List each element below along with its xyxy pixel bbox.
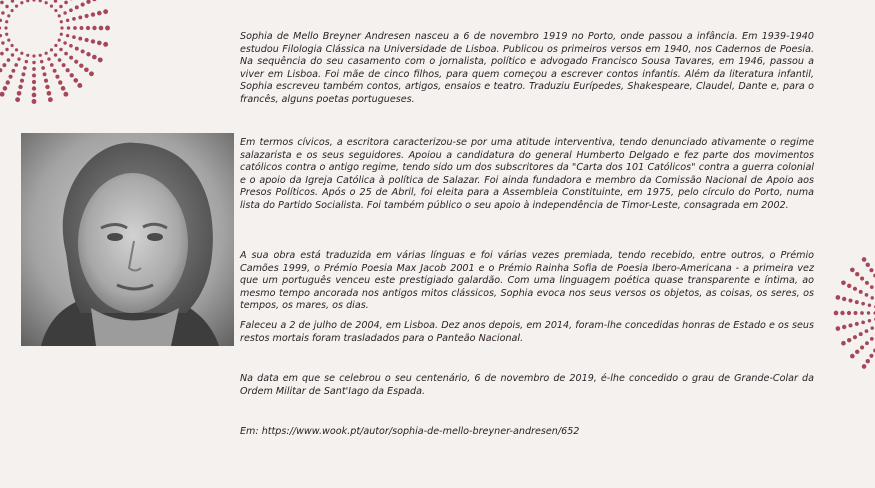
ornament-dot [40, 60, 43, 63]
ornament-dot [26, 0, 29, 2]
ornament-dot [72, 17, 76, 21]
ornament-dot [92, 55, 97, 60]
ornament-dot [855, 272, 859, 276]
ornament-dot [865, 281, 869, 285]
radial-dots-ornament-icon [826, 238, 875, 388]
ornament-dot [54, 0, 57, 3]
ornament-dot [39, 54, 42, 57]
ornament-dot [862, 257, 867, 262]
ornament-dot [89, 71, 94, 76]
ornament-dot [20, 79, 24, 83]
bio-paragraph-centenary: Na data em que se celebrou o seu centenário, 6 de novembro de 2019, é-lhe concedido o grau de Grande-Colar da Ordem Militar de Sant'Iago da Espada. [240, 373, 814, 397]
ornament-dot [0, 68, 2, 72]
ornament-dot [847, 311, 851, 315]
ornament-dot [84, 67, 89, 72]
author-portrait [21, 133, 234, 346]
ornament-dot [92, 0, 97, 1]
ornament-dot [32, 93, 37, 98]
ornament-dot [54, 53, 57, 56]
ornament-dot [841, 280, 846, 285]
ornament-dot [861, 302, 865, 306]
ornament-dot [97, 11, 102, 16]
bio-paragraph-birth: Sophia de Mello Breyner Andresen nasceu a 6 de novembro 1919 no Porto, onde passou a infância. Em 1939-1940 estudou Filologia Clássica na Universidade de Lisboa. Publicou os primeiros versos em 1940, nos Cadernos de Poesia. Na sequência do seu casamento com o jornalista, político e advogado Francisco Sousa Tavares, em 1946, passou a viver em Lisboa. Foi mãe de cinco filhos, para quem começou a escrever contos infantis. Além da literatura infantil, Sophia escreveu também contos, artigos, ensaios e teatro. Traduziu Eurípedes, Shakespeare, Claudel, Dante e, para o francês, alguns poetas portugueses. [240, 31, 814, 105]
ornament-dot [105, 26, 110, 31]
ornament-dot [75, 5, 79, 9]
ornament-dot [859, 332, 863, 336]
ornament-dot [103, 42, 108, 47]
ornament-dot [15, 97, 20, 102]
ornament-dot [847, 284, 851, 288]
ornament-dot [67, 26, 70, 29]
ornament-dot [21, 72, 25, 76]
ornament-dot [861, 320, 865, 324]
bio-paragraph-death: Faleceu a 2 de julho de 2004, em Lisboa. Dez anos depois, em 2014, foram-lhe concedidas honras de Estado e os seus restos mortais foram trasladados para o Panteão Nacional. [240, 320, 814, 344]
ornament-dot [867, 311, 870, 314]
ornament-dot [854, 311, 858, 315]
ornament-dot [862, 364, 867, 369]
ornament-dot [14, 63, 18, 67]
ornament-dot [870, 337, 874, 341]
ornament-dot [91, 12, 95, 16]
ornament-dot [17, 57, 20, 60]
ornament-dot [69, 56, 73, 60]
ornament-dot [0, 34, 2, 37]
ornament-dot [103, 9, 108, 14]
ornament-dot [98, 57, 103, 62]
ornament-dot [866, 359, 870, 363]
ornament-dot [853, 335, 857, 339]
ornament-dot [47, 91, 52, 96]
ornament-dot [50, 48, 53, 51]
ornament-dot [871, 326, 874, 329]
ornament-dot [99, 26, 104, 31]
radial-dots-ornament-icon [0, 0, 114, 108]
ornament-dot [11, 44, 14, 47]
ornament-dot [78, 37, 82, 41]
ornament-dot [850, 268, 855, 273]
ornament-dot [860, 276, 864, 280]
ornament-dot [860, 345, 864, 349]
ornament-dot [53, 69, 57, 73]
ornament-dot [72, 35, 76, 39]
ornament-dot [869, 354, 873, 358]
ornament-dot [865, 293, 869, 297]
ornament-dot [39, 0, 42, 2]
ornament-dot [11, 53, 14, 56]
ornament-dot [859, 290, 863, 294]
ornament-dot [18, 85, 22, 89]
ornament-dot [848, 298, 852, 302]
author-portrait-icon [21, 133, 234, 346]
ornament-dot [1, 11, 4, 14]
ornament-dot [847, 338, 851, 342]
ornament-dot [63, 41, 66, 44]
ornament-dot [855, 350, 859, 354]
ornament-dot [0, 52, 4, 56]
ornament-dot [865, 341, 869, 345]
ornament-dot [15, 5, 18, 8]
ornament-dot [55, 75, 59, 79]
ornament-dot [7, 14, 10, 17]
ornament-dot [59, 48, 62, 51]
ornament-dot [47, 57, 50, 60]
ornament-dot [86, 26, 90, 30]
ornament-dot [81, 2, 85, 6]
ornament-dot [5, 5, 8, 8]
ornament-dot [69, 8, 73, 12]
ornament-dot [11, 9, 14, 12]
ornament-dot [92, 26, 96, 30]
ornament-dot [26, 54, 29, 57]
ornament-dot [66, 19, 69, 22]
ornament-dot [865, 329, 869, 333]
ornament-dot [20, 52, 23, 55]
ornament-dot [868, 304, 871, 307]
ornament-dot [45, 85, 49, 89]
ornament-dot [840, 311, 844, 315]
ornament-dot [32, 86, 36, 90]
ornament-dot [841, 341, 846, 346]
ornament-dot [54, 44, 57, 47]
ornament-dot [2, 63, 6, 67]
ornament-dot [97, 41, 102, 46]
ornament-dot [855, 300, 859, 304]
ornament-dot [32, 67, 36, 71]
ornament-dot [60, 26, 63, 29]
ornament-dot [855, 322, 859, 326]
ornament-dot [60, 20, 63, 23]
ornament-dot [61, 86, 66, 91]
ornament-dot [64, 52, 68, 56]
ornament-dot [32, 99, 37, 104]
ornament-dot [32, 74, 36, 78]
ornament-dot [8, 75, 12, 79]
ornament-dot [848, 323, 852, 327]
ornament-dot [77, 83, 82, 88]
ornament-dot [48, 97, 53, 102]
ornament-dot [43, 72, 47, 76]
ornament-dot [58, 58, 62, 62]
ornament-dot [50, 63, 54, 67]
ornament-dot [32, 80, 36, 84]
ornament-dot [45, 1, 48, 4]
ornament-dot [1, 41, 4, 44]
ornament-dot [63, 11, 66, 14]
ornament-dot [836, 295, 841, 300]
ornament-dot [58, 80, 62, 84]
ornament-dot [81, 49, 85, 53]
ornament-dot [836, 326, 841, 331]
ornament-dot [32, 61, 35, 64]
ornament-dot [73, 26, 77, 30]
ornament-dot [0, 1, 4, 5]
ornament-dot [79, 64, 83, 68]
ornament-dot [85, 14, 89, 18]
ornament-dot [78, 15, 82, 19]
ornament-dot [74, 60, 78, 64]
ornament-dot [4, 26, 7, 29]
ornament-dot [23, 66, 27, 70]
ornament-dot [60, 33, 63, 36]
ornament-dot [11, 0, 14, 3]
ornament-dot [3, 86, 8, 91]
source-citation: Em: https://www.wook.pt/autor/sophia-de-mello-breyner-andresen/652 [240, 426, 580, 437]
ornament-dot [86, 52, 90, 56]
ornament-dot [64, 1, 68, 5]
ornament-dot [0, 92, 5, 97]
bio-paragraph-awards: A sua obra está traduzida em várias línguas e foi várias vezes premiada, tendo recebido, entre outros, o Prémio Camões 1999, o Prémio Poesia Max Jacob 2001 e o Prémio Rainha Sofia de Poesia Ibero-Americana - a primeira vez que um português venceu este prestigiado galardão. Com uma linguagem poética quase transparente e íntima, ao mesmo tempo ancorada nos antigos mitos clássicos, Sophia evoca nos seus versos os objetos, as coisas, os seres, os tempos, os mares, os dias. [240, 250, 814, 312]
ornament-dot [869, 268, 873, 272]
ornament-dot [0, 19, 2, 22]
ornament-dot [75, 47, 79, 51]
ornament-dot [86, 0, 90, 4]
ornament-dot [5, 20, 8, 23]
ornament-dot [85, 38, 89, 42]
ornament-dot [853, 287, 857, 291]
ornament-dot [66, 34, 69, 37]
ornament-dot [70, 73, 74, 77]
bio-paragraph-civic: Em termos cívicos, a escritora caracterizou-se por uma atitude interventiva, tendo denunciado ativamente o regime salazarista e os seus seguidores. Apoiou a candidatura do general Humberto Delgado e fez parte dos movimentos católicos contra o antigo regime, tendo sido um dos subscritores da "Carta dos 101 Católicos" contra a guerra colonial e o apoio da Igreja Católica à política de Salazar. Foi ainda fundadora e membro da Comissão Nacional de Apoio aos Presos Políticos. Após o 25 de Abril, foi eleita para a Assembleia Constituinte, em 1975, pelo círculo do Porto, numa lista do Partido Socialista. Foi também público o seu apoio à independência de Timor-Leste, consagrada em 2002. [240, 137, 814, 211]
ornament-dot [7, 58, 11, 62]
ornament-dot [45, 52, 48, 55]
ornament-dot [58, 39, 61, 42]
ornament-dot [32, 0, 35, 2]
ornament-dot [50, 5, 53, 8]
ornament-dot [66, 68, 70, 72]
ornament-dot [41, 66, 45, 70]
ornament-dot [73, 78, 78, 83]
ornament-dot [58, 14, 61, 17]
ornament-dot [17, 91, 22, 96]
ornament-dot [80, 26, 84, 30]
ornament-dot [69, 44, 73, 48]
ornament-dot [866, 263, 870, 267]
ornament-dot [63, 92, 68, 97]
ornament-dot [25, 60, 28, 63]
ornament-dot [834, 311, 839, 316]
ornament-dot [5, 33, 8, 36]
ornament-dot [860, 311, 864, 315]
ornament-dot [0, 26, 1, 29]
ornament-dot [32, 54, 35, 57]
ornament-dot [54, 9, 57, 12]
ornament-dot [868, 319, 871, 322]
ornament-dot [44, 79, 48, 83]
ornament-dot [6, 80, 10, 84]
ornament-dot [15, 48, 18, 51]
ornament-dot [91, 39, 95, 43]
ornament-dot [871, 296, 874, 299]
ornament-dot [870, 285, 874, 289]
ornament-dot [59, 5, 62, 8]
ornament-dot [7, 39, 10, 42]
ornament-dot [842, 325, 846, 329]
ornament-dot [850, 354, 855, 359]
ornament-dot [62, 63, 66, 67]
ornament-dot [842, 297, 846, 301]
ornament-dot [11, 69, 15, 73]
ornament-dot [5, 48, 8, 51]
ornament-dot [20, 1, 23, 4]
